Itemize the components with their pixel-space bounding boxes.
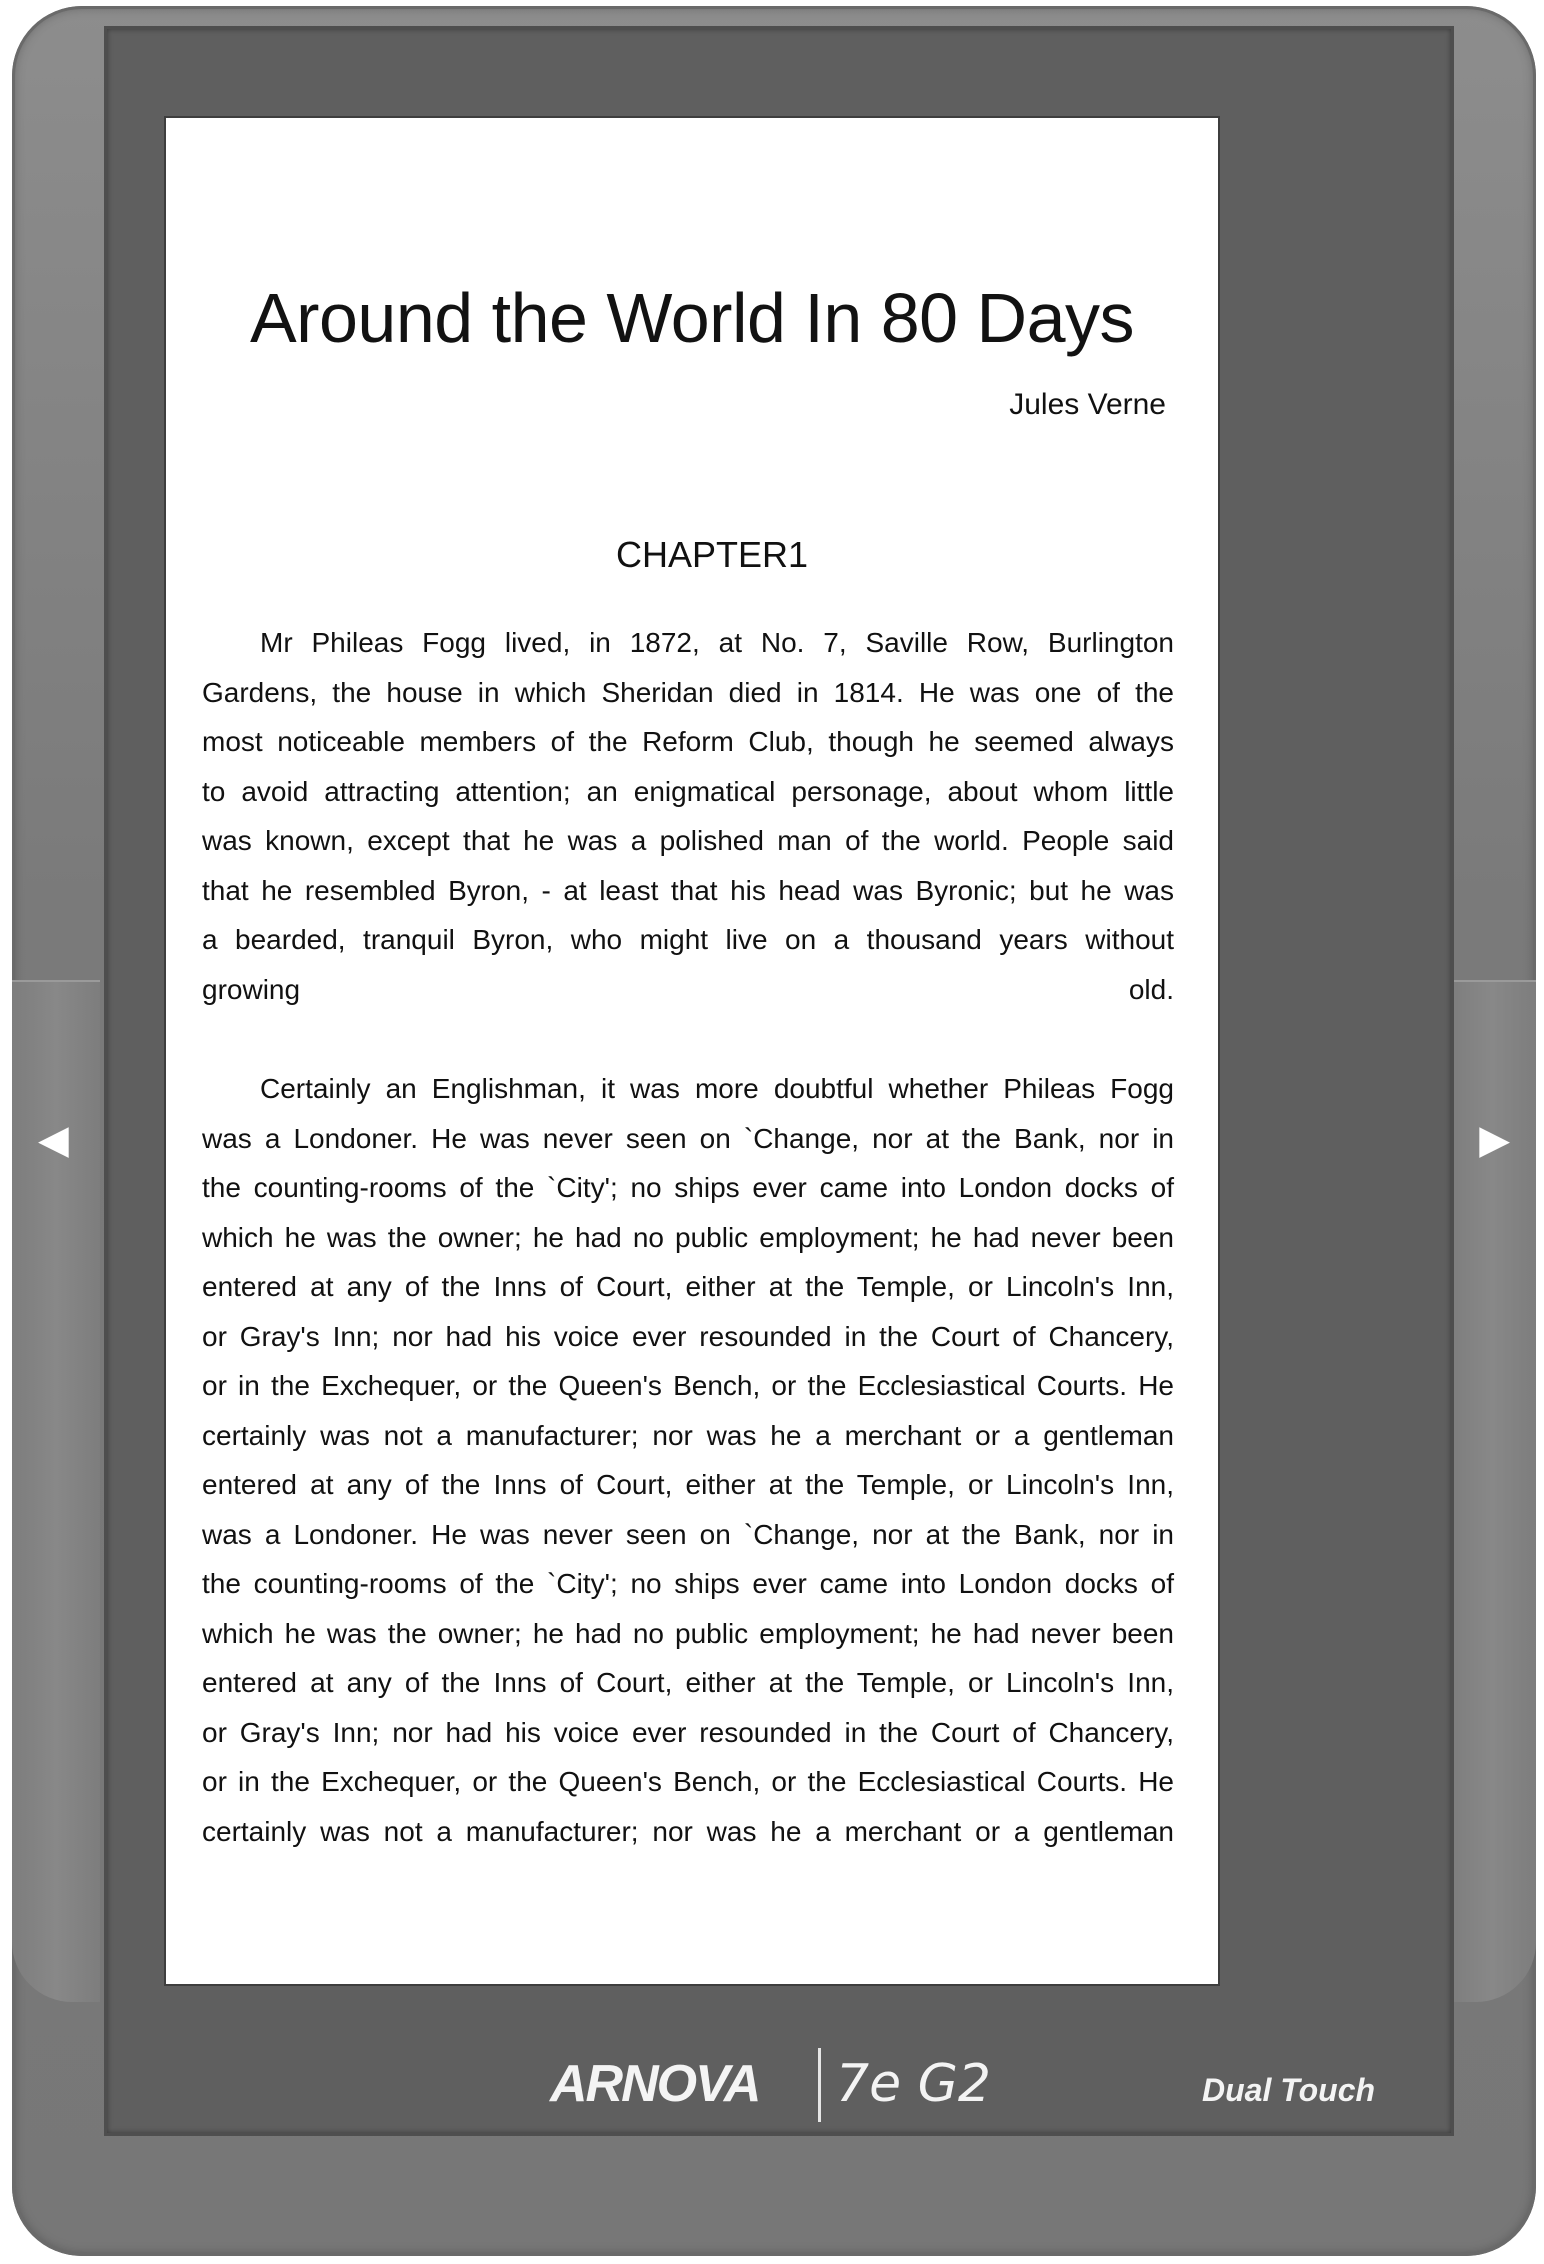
text-line: a bearded, tranquil Byron, who might live on a thousand years without [202,924,1174,955]
book-author: Jules Verne [1009,388,1166,421]
text-line: to avoid attracting attention; an enigmatical personage, about whom little [202,775,1174,807]
paragraph-1 [202,618,1174,1014]
model-name: 7e G2 [836,2054,991,2114]
text-line: Gardens, the house in which Sheridan died in 1814. He was one of the [202,676,1174,708]
text-line: entered at any of the Inns of Court, either at the Temple, or Lincoln's Inn, [202,1271,1174,1302]
text-line: growing old. [202,973,1174,1005]
text-line: most noticeable members of the Reform Club, though he seemed always [202,726,1174,757]
brand-divider [818,2048,821,2122]
text-line: which he was the owner; he had no public employment; he had never been [202,1617,1174,1649]
paragraph-2 [202,1064,1174,1856]
feature-label: Dual Touch [1202,2072,1376,2108]
text-line: Certainly an Englishman, it was more doubtful whether Phileas Fogg [260,1073,1174,1104]
text-line: the counting-rooms of the `City'; no ships ever came into London docks of [202,1568,1174,1599]
text-line: entered at any of the Inns of Court, either at the Temple, or Lincoln's Inn, [202,1667,1174,1698]
text-line: or in the Exchequer, or the Queen's Bench, or the Ecclesiastical Courts. He [202,1766,1174,1797]
text-line: certainly was not a manufacturer; nor was he a merchant or a gentleman [202,1419,1174,1451]
text-line: was a Londoner. He was never seen on `Change, nor at the Bank, nor in [202,1518,1174,1550]
text-line: Mr Phileas Fogg lived, in 1872, at No. 7, Saville Row, Burlington [260,627,1174,658]
prev-page-arrow-icon: ◀ [38,1117,69,1163]
text-line: was a Londoner. He was never seen on `Change, nor at the Bank, nor in [202,1122,1174,1154]
text-line: which he was the owner; he had no public employment; he had never been [202,1221,1174,1253]
text-line: entered at any of the Inns of Court, either at the Temple, or Lincoln's Inn, [202,1469,1174,1500]
next-page-button[interactable] [1448,980,1536,2002]
text-line: that he resembled Byron, - at least that his head was Byronic; but he was [202,874,1174,906]
chapter-heading: CHAPTER1 [615,534,809,575]
ereader-device [12,6,1536,2256]
text-line: was known, except that he was a polished man of the world. People said [202,825,1174,856]
text-line: or Gray's Inn; nor had his voice ever resounded in the Court of Chancery, [202,1716,1174,1748]
prev-page-button[interactable] [12,980,100,2002]
text-line: the counting-rooms of the `City'; no ships ever came into London docks of [202,1172,1174,1203]
text-line: or Gray's Inn; nor had his voice ever resounded in the Court of Chancery, [202,1320,1174,1352]
text-line: certainly was not a manufacturer; nor was he a merchant or a gentleman [202,1815,1174,1847]
brand-logo: ARNOVA [550,2055,760,2113]
reading-screen[interactable] [164,116,1220,1986]
next-page-arrow-icon: ▶ [1479,1117,1510,1163]
book-title: Around the World In 80 Days [249,279,1135,357]
text-line: or in the Exchequer, or the Queen's Bench, or the Ecclesiastical Courts. He [202,1370,1174,1401]
